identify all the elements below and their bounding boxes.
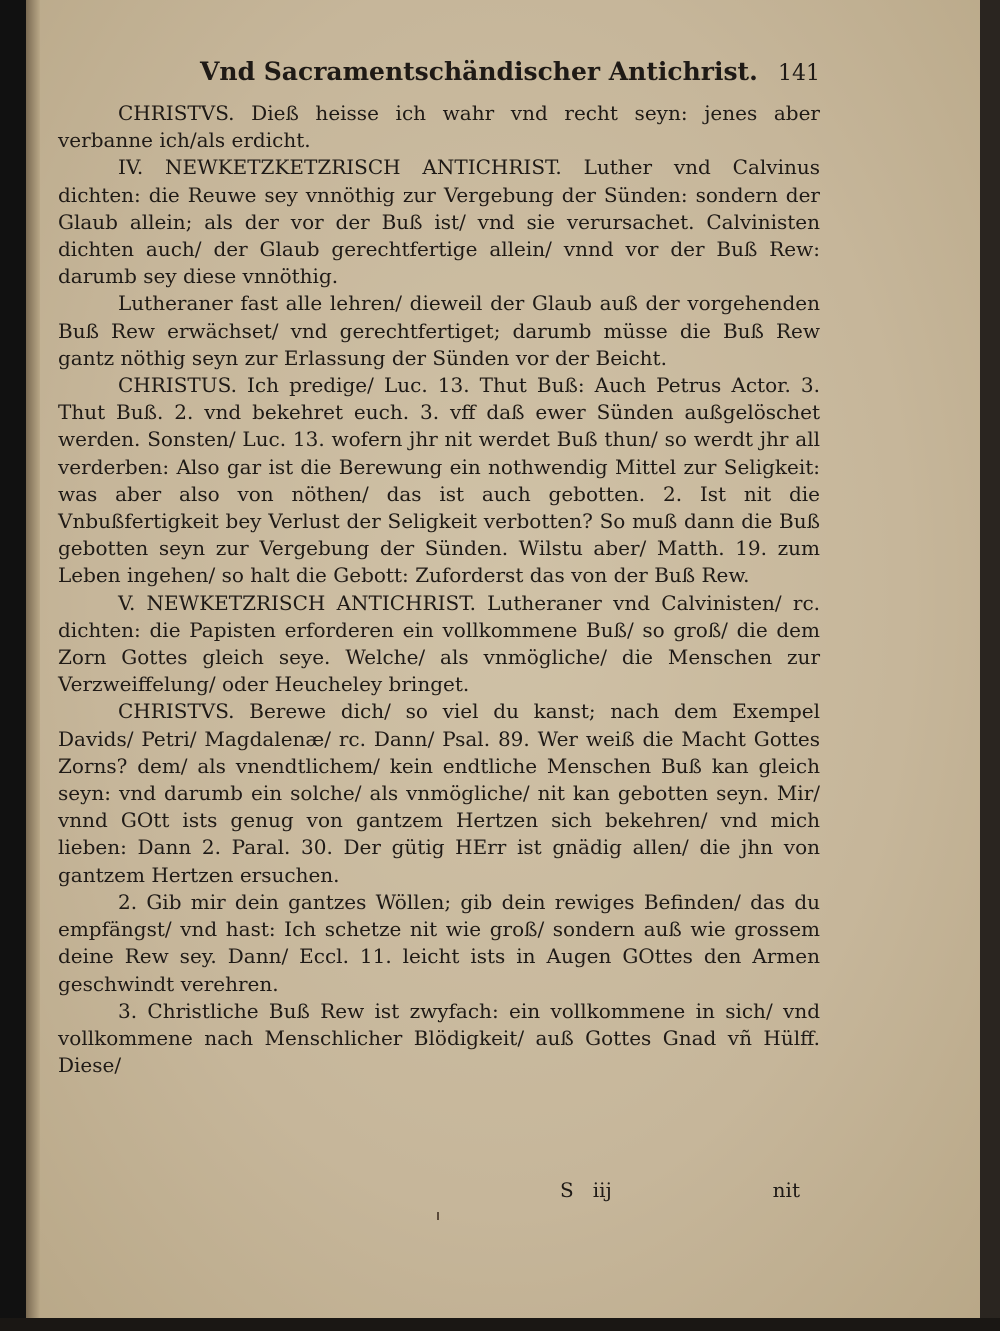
page-edge-right <box>980 0 1000 1331</box>
page-gutter-shadow <box>26 0 40 1318</box>
page-number: 141 <box>778 61 820 86</box>
paragraph-christus-1: CHRISTVS. Dieß heisse ich wahr vnd recht seyn: jenes aber verbanne ich/als erdicht. <box>58 101 820 153</box>
signature-line <box>560 1178 800 1208</box>
paragraph-antichrist-iv: IV. NEWKETZKETZRISCH ANTICHRIST. Luther vnd Calvinus dichten: die Reuwe sey vnnöthig zur Vergebung der Sünden: sondern der Glaub allein; als der vor der Buß ist/ vnd sie verursachet. Calvinisten dichten auch/ der Glaub gerechtfertige allein/ vnnd vor der Buß Rew: darumb sey diese vnnöthig. <box>58 155 820 289</box>
paragraph-point-2: 2. Gib mir dein gantzes Wöllen; gib dein rewiges Befinden/ das du empfängst/ vnd hast: Ich schetze nit wie groß/ sondern auß wie grossem deine Rew sey. Dann/ Eccl. 11. leicht ists in Augen GOttes den Armen geschwindt verehren. <box>58 889 820 996</box>
page-edge-bottom <box>0 1318 1000 1331</box>
paragraph-christus-3: CHRISTVS. Berewe dich/ so viel du kanst; nach dem Exempel Davids/ Petri/ Magdalenæ/ rc. Dann/ Psal. 89. Wer weiß die Macht Gottes Zorns? dem/ als vnendtlichem/ kein endtliche Menschen Buß kan gleich seyn: vnd darumb ein solche/ als vnmögliche/ nit kan gebotten seyn. Mir/ vnnd GOtt ists genug von gantzem Hertzen sich bekehren/ vnd mich lieben: Dann 2. Paral. 30. Der gütig HErr ist gnädig allen/ die jhn von gantzem Hertzen ersuchen. <box>58 699 820 887</box>
paragraph-antichrist-v: V. NEWKETZRISCH ANTICHRIST. Lutheraner vnd Calvinisten/ rc. dichten: die Papisten erforderen ein vollkommene Buß/ so groß/ die dem Zorn Gottes gleich seye. Welche/ als vnmögliche/ die Menschen zur Verzweiffelung/ oder Heucheley bringet. <box>58 590 820 697</box>
paragraph-christus-2: CHRISTUS. Ich predige/ Luc. 13. Thut Buß: Auch Petrus Actor. 3. Thut Buß. 2. vnd bekehret euch. 3. vff daß ewer Sünden außgelöschet werden. Sonsten/ Luc. 13. wofern jhr nit werdet Buß thun/ so werdt jhr all verderben: Also gar ist die Berewung ein nothwendig Mittel zur Seligkeit: was aber also von nöthen/ das ist auch gebotten. 2. Ist nit die Vnbußfertigkeit bey Verlust der Seligkeit verbotten? So muß dann die Buß gebotten seyn zur Vergebung der Sünden. Wilstu aber/ Matth. 19. zum Leben ingehen/ so halt die Gebott: Zuforderst das von der Buß Rew. <box>58 373 820 588</box>
page-text <box>58 58 820 1079</box>
running-header <box>58 58 820 98</box>
ink-speck <box>437 1212 439 1220</box>
signature-mark: S iij <box>560 1178 612 1202</box>
paragraph-lutheraner: Lutheraner fast alle lehren/ dieweil der Glaub auß der vorgehenden Buß Rew erwächset/ vnd gerechtfertiget; darumb müsse die Buß Rew gantz nöthig seyn zur Erlassung der Sünden vor der Beicht. <box>58 291 820 370</box>
running-title: Vnd Sacramentschändischer Antichrist. <box>200 57 758 86</box>
catchword: nit <box>772 1178 800 1202</box>
paragraph-point-3: 3. Christliche Buß Rew ist zwyfach: ein vollkommene in sich/ vnd vollkommene nach Menschlicher Blödigkeit/ auß Gottes Gnad vñ Hülff. Diese/ <box>58 998 820 1078</box>
